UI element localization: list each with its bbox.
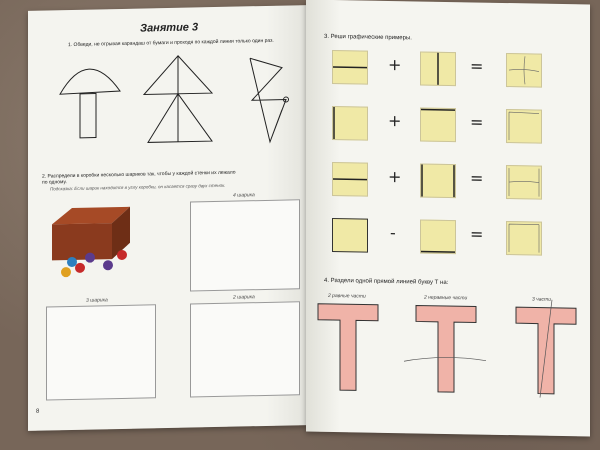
square-row2-a [332, 106, 368, 141]
square-row3-a [332, 162, 368, 197]
square-row1-a [332, 50, 368, 85]
box-with-balls-illustration [42, 201, 142, 293]
box-label-4: 4 шарика [233, 192, 255, 199]
letter-label-3: 3 части [532, 296, 551, 303]
letter-t-unequal-parts[interactable] [414, 303, 478, 394]
square-row4-a [332, 218, 368, 253]
letter-label-2: 2 неравные части [424, 294, 468, 302]
answer-box-2-balls[interactable] [190, 301, 300, 397]
letter-t-three-parts[interactable] [514, 305, 578, 396]
right-page [306, 0, 590, 436]
mushroom-figure [58, 55, 128, 146]
plus-operator: + [388, 110, 402, 131]
answer-square-row1[interactable] [506, 53, 542, 88]
left-page [28, 5, 308, 431]
tree-figure [140, 53, 220, 150]
task-1-text: 1. Обведи, не отрывая карандаш от бумаги и проходя по каждой линии только один раз. [68, 37, 274, 49]
square-row2-b [420, 108, 456, 143]
answer-square-row3[interactable] [506, 165, 542, 200]
square-row4-b [420, 220, 456, 255]
equals-operator: = [470, 224, 484, 244]
plus-operator: + [388, 166, 402, 187]
kite-figure [240, 49, 300, 145]
task-2-text-2: по одному. [42, 179, 67, 186]
hint-text: Подсказка: Если шарик находится в углу коробки, он касается сразу двух стенок. [50, 182, 226, 192]
box-label-3: 3 шарика [86, 297, 108, 304]
equals-operator: = [470, 112, 484, 132]
task-4-text: 4. Раздели одной прямой линией букву Т на: [324, 277, 449, 287]
equals-operator: = [470, 168, 484, 188]
minus-operator: - [390, 222, 396, 243]
task-2-text: 2. Распредели в коробки несколько шариков так, чтобы у каждой стенки их лежало [42, 169, 236, 180]
letter-t-equal-parts[interactable] [316, 302, 380, 393]
plus-operator: + [388, 54, 402, 75]
square-row1-b [420, 52, 456, 87]
letter-label-1: 2 равные части [328, 292, 366, 300]
page-title: Занятие 3 [140, 21, 199, 35]
answer-square-row4[interactable] [506, 221, 542, 256]
page-number: 8 [36, 408, 40, 415]
answer-square-row2[interactable] [506, 109, 542, 144]
equals-operator: = [470, 56, 484, 76]
square-row3-b [420, 164, 456, 199]
task-3-text: 3. Реши графические примеры. [324, 33, 412, 42]
answer-box-4-balls[interactable] [190, 199, 300, 291]
answer-box-3-balls[interactable] [46, 304, 156, 400]
box-label-2: 2 шарика [233, 294, 255, 301]
